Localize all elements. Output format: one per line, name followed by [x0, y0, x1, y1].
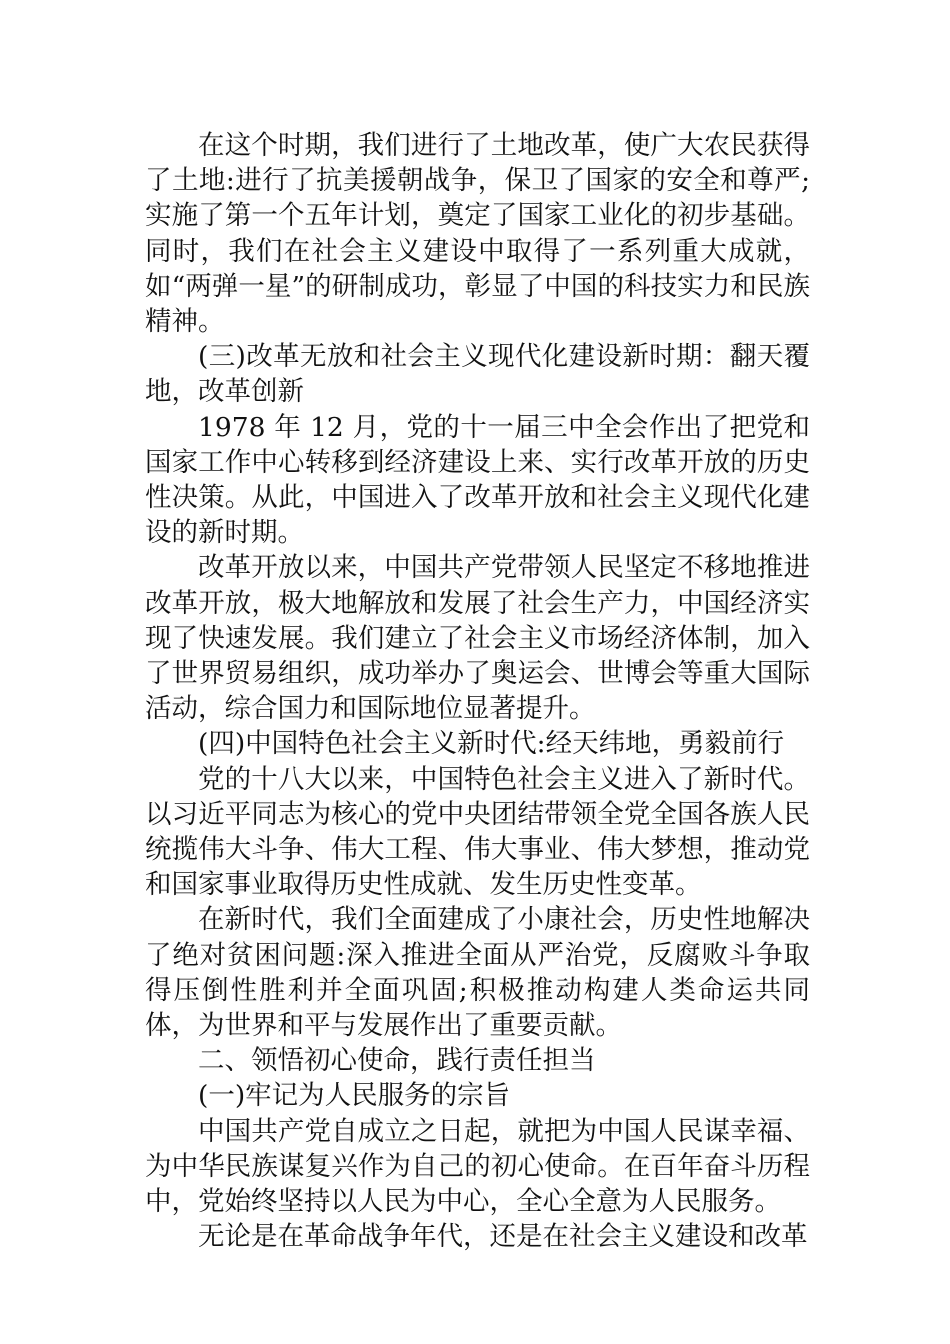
body-paragraph: 党的十八大以来，中国特色社会主义进入了新时代。以习近平同志为核心的党中央团结带领全党全国各族人民统揽伟大斗争、伟大工程、伟大事业、伟大梦想，推动党和国家事业取得历史性成就、发生历史性变革。 — [145, 763, 810, 901]
section-subheading: (一)牢记为人民服务的宗旨 — [198, 1080, 511, 1112]
section-subheading: (四)中国特色社会主义新时代:经天纬地，勇毅前行 — [198, 728, 785, 760]
section-heading: 二、领悟初心使命，践行责任担当 — [198, 1045, 596, 1077]
body-paragraph: 在新时代，我们全面建成了小康社会，历史性地解决了绝对贫困问题:深入推进全面从严治党，反腐败斗争取得压倒性胜利并全面巩固;积极推动构建人类命运共同体，为世界和平与发展作出了重要贡献。 — [145, 904, 810, 1042]
document-body — [145, 128, 810, 1255]
body-paragraph: 无论是在革命战争年代，还是在社会主义建设和改革 — [198, 1221, 808, 1253]
body-paragraph: 在这个时期，我们进行了土地改革，使广大农民获得了土地:进行了抗美援朝战争，保卫了国家的安全和尊严;实施了第一个五年计划，奠定了国家工业化的初步基础。同时，我们在社会主义建设中取得了一系列重大成就，如“两弹一星”的研制成功，彰显了中国的科技实力和民族精神。 — [145, 130, 810, 338]
section-subheading: (三)改革无放和社会主义现代化建设新时期：翻天覆地，改革创新 — [145, 341, 810, 408]
body-paragraph: 1978 年 12 月，党的十一届三中全会作出了把党和国家工作中心转移到经济建设上来、实行改革开放的历史性决策。从此，中国进入了改革开放和社会主义现代化建设的新时期。 — [145, 411, 810, 549]
body-paragraph: 中国共产党自成立之日起，就把为中国人民谋幸福、为中华民族谋复兴作为自己的初心使命。在百年奋斗历程中，党始终坚持以人民为中心，全心全意为人民服务。 — [145, 1115, 810, 1218]
body-paragraph: 改革开放以来，中国共产党带领人民坚定不移地推进改革开放，极大地解放和发展了社会生产力，中国经济实现了快速发展。我们建立了社会主义市场经济体制，加入了世界贸易组织，成功举办了奥运会、世博会等重大国际活动，综合国力和国际地位显著提升。 — [145, 552, 810, 725]
